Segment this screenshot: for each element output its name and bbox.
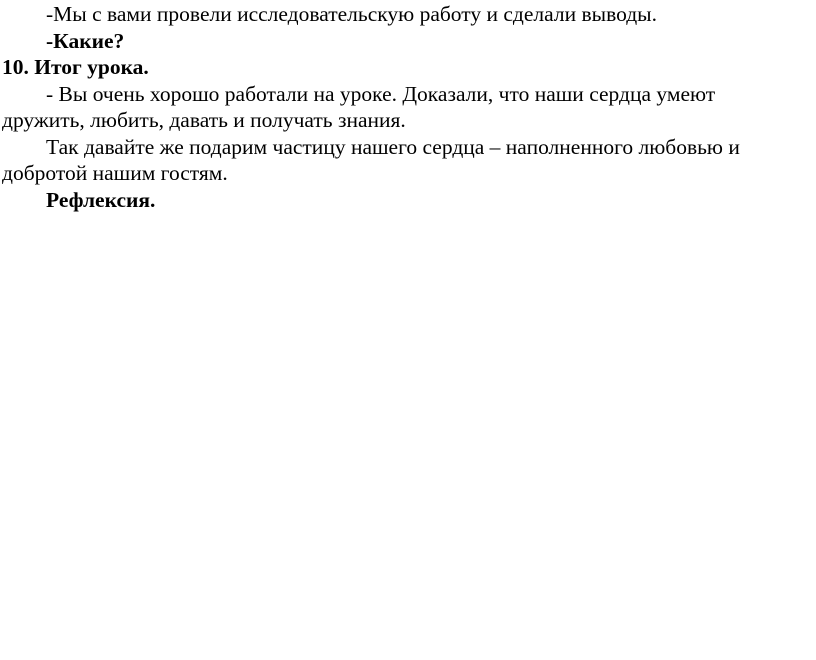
- paragraph-lesson-praise: - Вы очень хорошо работали на уроке. Доказали, что наши сердца умеют дружить, любить, давать и получать знания.: [2, 81, 716, 132]
- paragraph-question-which: -Какие?: [46, 28, 125, 53]
- paragraph-heart-gift: Так давайте же подарим частицу нашего сердца – наполненного любовью и добротой нашим гостям.: [2, 134, 740, 185]
- section-heading-lesson-summary: 10. Итог урока.: [2, 55, 149, 79]
- section-heading-reflection: Рефлексия.: [46, 187, 156, 212]
- paragraph-research-conclusion: -Мы с вами провели исследовательскую работу и сделали выводы.: [46, 2, 657, 26]
